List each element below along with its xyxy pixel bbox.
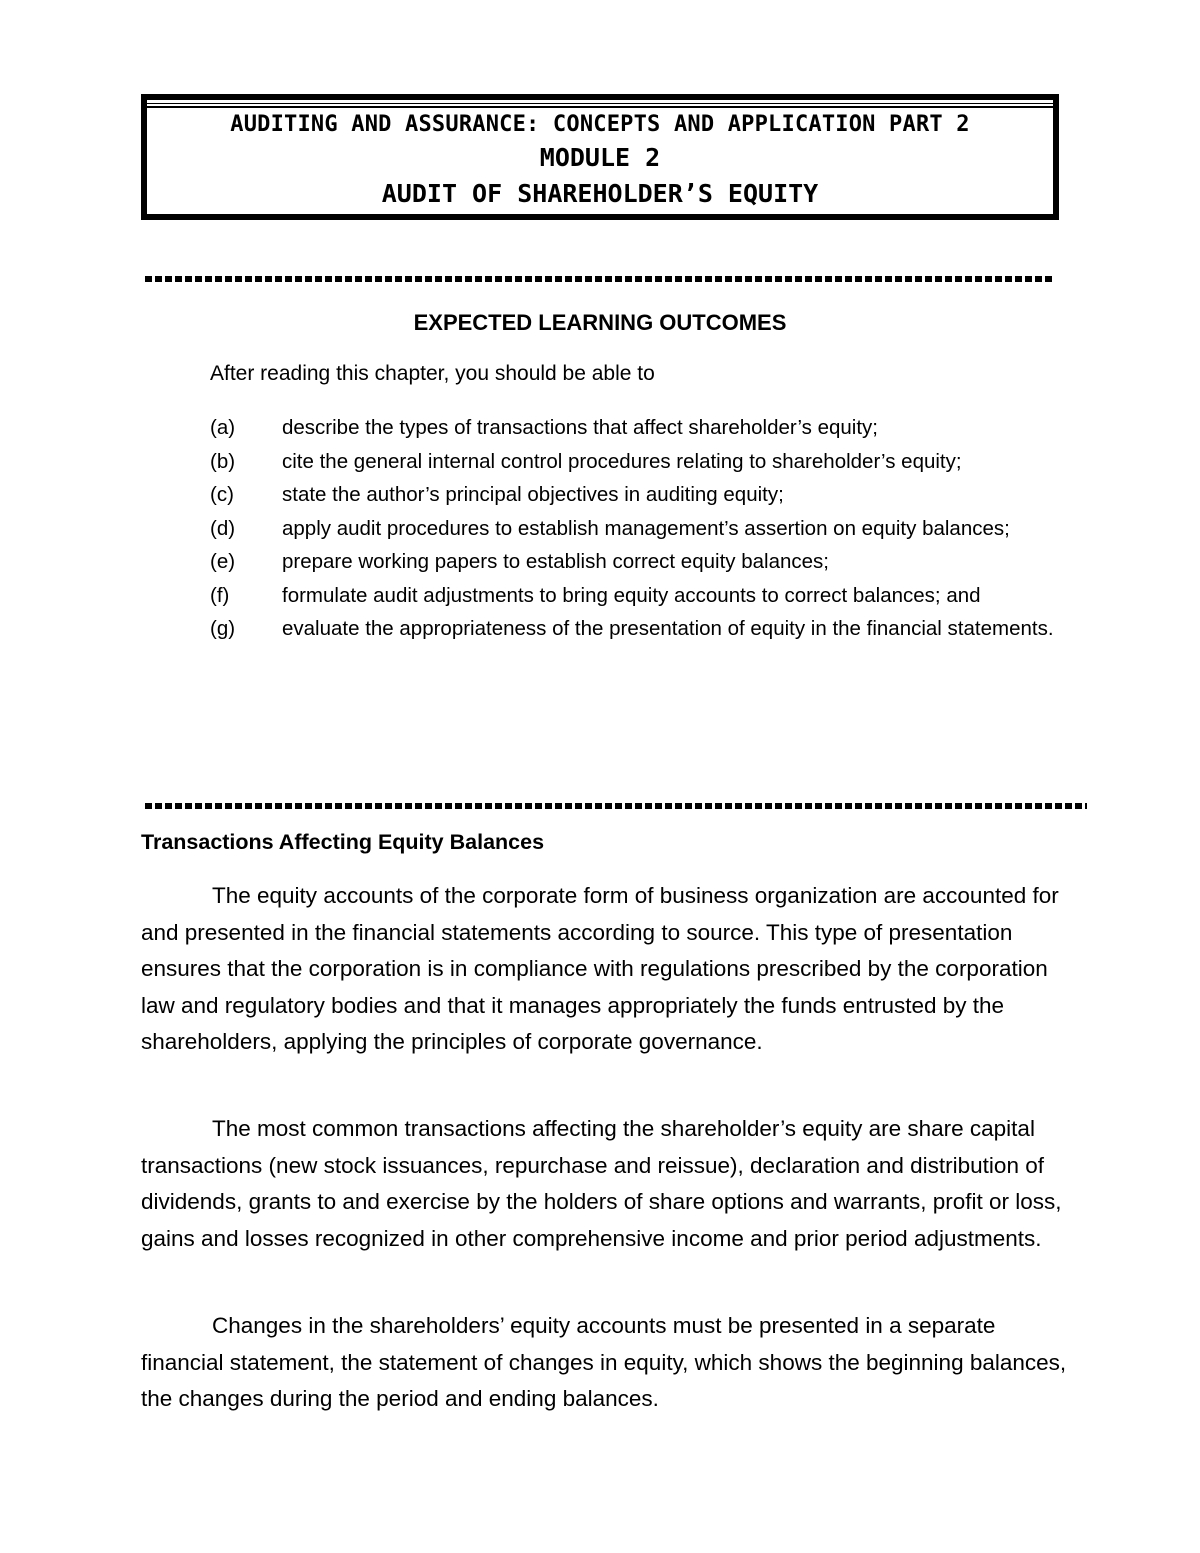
outcomes-heading: EXPECTED LEARNING OUTCOMES	[413, 310, 787, 335]
list-item	[210, 612, 1070, 646]
body-paragraph: Changes in the shareholders’ equity accounts must be presented in a separate financial statement, the statement of changes in equity, which shows the beginning balances, the changes during the period and ending balances.	[141, 1313, 1067, 1411]
list-text: formulate audit adjustments to bring equity accounts to correct balances; and	[282, 583, 981, 607]
list-item	[210, 445, 1070, 479]
list-item	[210, 545, 1070, 579]
section-heading: Transactions Affecting Equity Balances	[141, 830, 545, 854]
list-item	[210, 579, 1070, 613]
list-marker: (g)	[210, 617, 236, 640]
section-divider-bottom	[145, 803, 1087, 809]
list-text: apply audit procedures to establish management’s assertion on equity balances;	[282, 516, 1010, 540]
module-title-content	[147, 106, 1053, 214]
list-marker: (e)	[210, 550, 236, 573]
outcomes-intro: After reading this chapter, you should be able to	[210, 362, 655, 385]
module-title: AUDIT OF SHAREHOLDER’S EQUITY	[381, 179, 819, 208]
list-marker: (d)	[210, 516, 236, 540]
list-marker: (a)	[210, 416, 236, 439]
list-text: describe the types of transactions that affect shareholder’s equity;	[282, 416, 878, 439]
list-text: prepare working papers to establish correct equity balances;	[282, 550, 829, 573]
body-paragraph: The equity accounts of the corporate form of business organization are accounted for and presented in the financial statements according to source. This type of presentation ensures that the corporation is in compliance with regulations prescribed by the corporation law and regulatory bodies and that it manages appropriately the funds entrusted by the shareholders, applying the principles of corporate governance.	[141, 883, 1059, 1054]
list-text: evaluate the appropriateness of the presentation of equity in the financial statements.	[282, 617, 1054, 640]
list-text: state the author’s principal objectives in auditing equity;	[282, 483, 784, 506]
list-item	[210, 478, 1070, 512]
module-title-box	[141, 94, 1059, 220]
list-text: cite the general internal control procedures relating to shareholder’s equity;	[282, 449, 962, 473]
section-divider-top	[145, 276, 1055, 282]
module-number: MODULE 2	[539, 143, 661, 172]
list-marker: (c)	[210, 483, 234, 506]
list-item	[210, 512, 1070, 546]
outcomes-list	[210, 411, 1070, 646]
list-marker: (f)	[210, 583, 230, 607]
list-item	[210, 411, 1070, 445]
course-title: AUDITING AND ASSURANCE: CONCEPTS AND APPLICATION PART 2	[230, 112, 970, 137]
list-marker: (b)	[210, 449, 236, 473]
body-paragraph: The most common transactions affecting the shareholder’s equity are share capital transactions (new stock issuances, repurchase and reissue), declaration and distribution of dividends, grants to and exercise by the holders of share options and warrants, profit or loss, gains and losses recognized in other comprehensive income and prior period adjustments.	[141, 1116, 1062, 1251]
